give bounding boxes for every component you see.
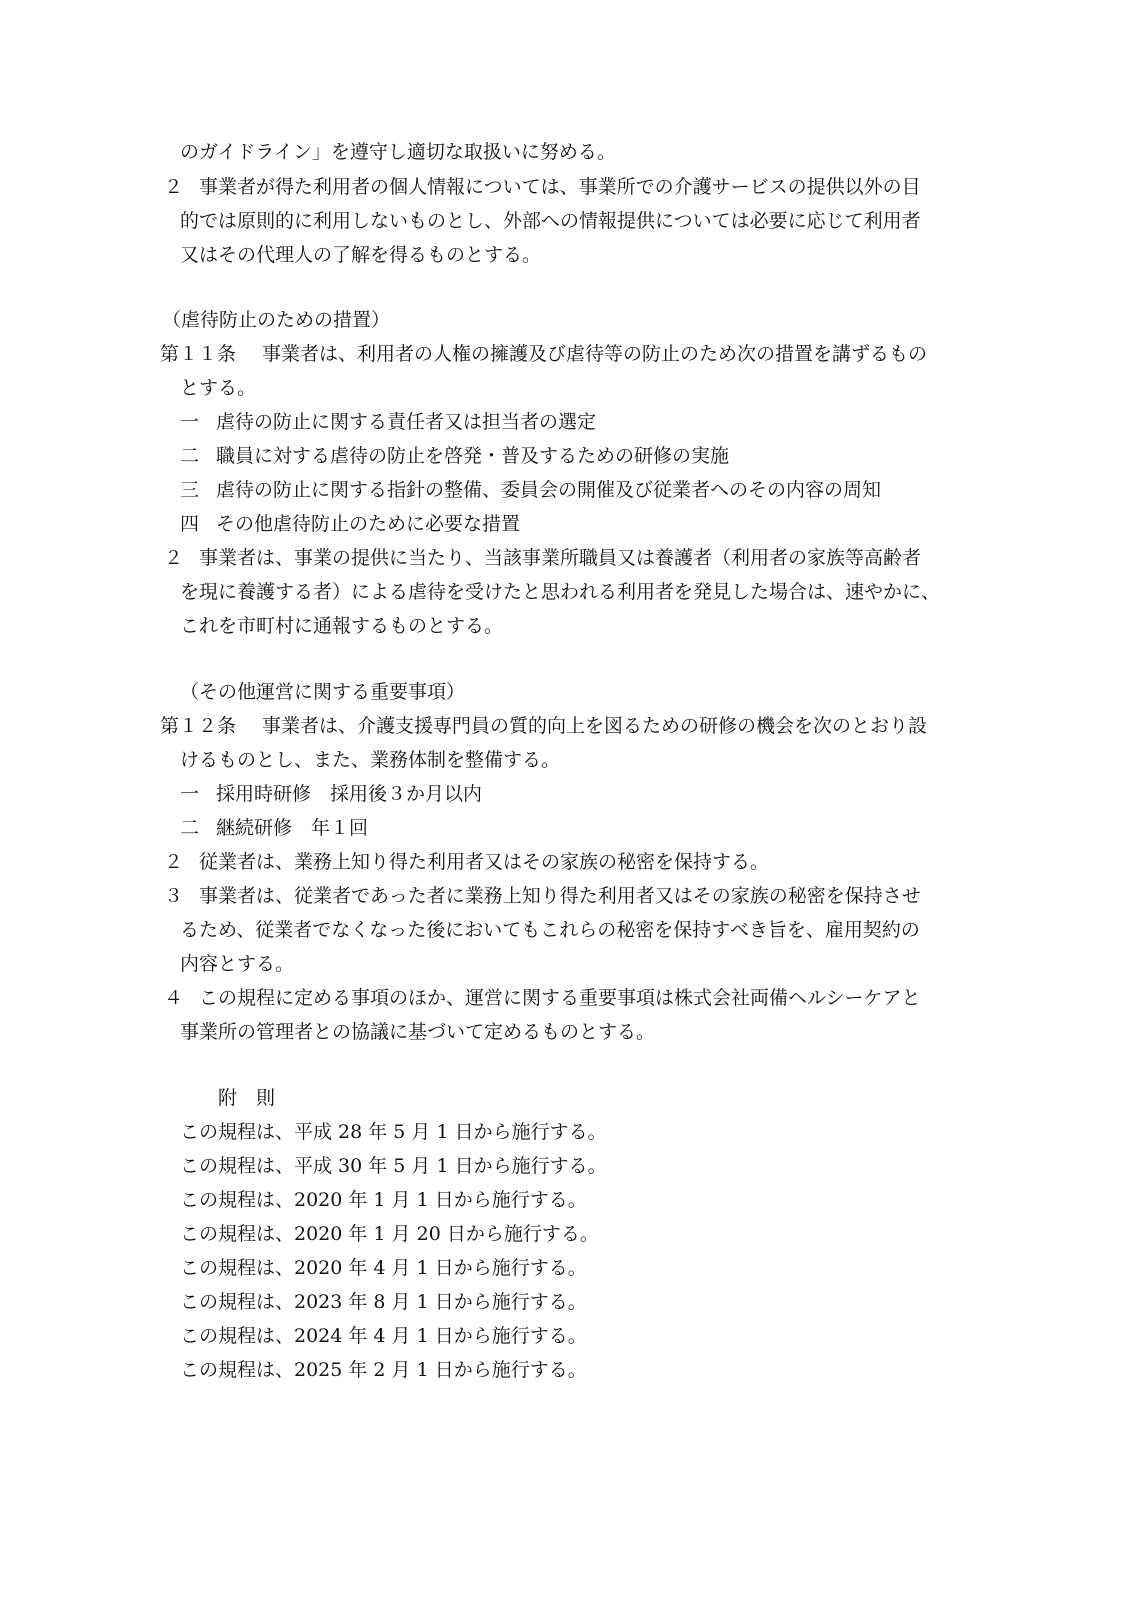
supplement-line: この規程は、2023 年 8 月 1 日から施行する。 bbox=[180, 1291, 587, 1313]
supplement-line: この規程は、2020 年 1 月 1 日から施行する。 bbox=[180, 1189, 587, 1211]
art11-item-number: 四 bbox=[180, 513, 200, 535]
supplement-line: この規程は、平成 30 年 5 月 1 日から施行する。 bbox=[180, 1155, 607, 1177]
art11-item-text: 虐待の防止に関する指針の整備、委員会の開催及び従業者へのその内容の周知 bbox=[216, 479, 882, 501]
art12-item-text: 採用時研修 採用後３か月以内 bbox=[216, 783, 483, 805]
art12-paragraph3-line: るため、従業者でなくなった後においてもこれらの秘密を保持すべき旨を、雇用契約の bbox=[180, 919, 920, 941]
art10-paragraph2-line: 的では原則的に利用しないものとし、外部への情報提供については必要に応じて利用者 bbox=[180, 210, 921, 232]
supplement-line: この規程は、2020 年 1 月 20 日から施行する。 bbox=[180, 1223, 599, 1245]
art11-item-number: 三 bbox=[180, 479, 200, 501]
art11-paragraph2-line: 事業者は、事業の提供に当たり、当該事業所職員又は養護者（利用者の家族等高齢者 bbox=[199, 547, 922, 569]
art12-paragraph2-number: ２ bbox=[164, 851, 184, 873]
art11-body-line: とする。 bbox=[180, 377, 257, 399]
supplement-line: この規程は、平成 28 年 5 月 1 日から施行する。 bbox=[180, 1121, 607, 1143]
art11-item-text: その他虐待防止のために必要な措置 bbox=[216, 513, 521, 535]
art12-paragraph3-line: 内容とする。 bbox=[180, 953, 295, 975]
supplement-title: 附 則 bbox=[218, 1087, 276, 1109]
art10-paragraph2-line: 又はその代理人の了解を得るものとする。 bbox=[180, 244, 542, 266]
art11-paragraph2-line: これを市町村に通報するものとする。 bbox=[180, 615, 504, 637]
art11-item-text: 虐待の防止に関する責任者又は担当者の選定 bbox=[216, 411, 597, 433]
art10-paragraph2-line: 事業者が得た利用者の個人情報については、事業所での介護サービスの提供以外の目 bbox=[199, 176, 921, 198]
art12-paragraph4-line: 事業所の管理者との協議に基づいて定めるものとする。 bbox=[180, 1021, 656, 1043]
art12-paragraph3-line: 事業者は、従業者であった者に業務上知り得た利用者又はその家族の秘密を保持させ bbox=[199, 885, 921, 907]
supplement-line: この規程は、2024 年 4 月 1 日から施行する。 bbox=[180, 1325, 587, 1347]
art11-item-number: 一 bbox=[180, 411, 200, 433]
supplement-line: この規程は、2020 年 4 月 1 日から施行する。 bbox=[180, 1257, 587, 1279]
art12-item-number: 二 bbox=[180, 817, 200, 839]
art11-item-text: 職員に対する虐待の防止を啓発・普及するための研修の実施 bbox=[216, 445, 730, 467]
art10-paragraph2-number: ２ bbox=[164, 176, 184, 198]
art11-paragraph2-line: を現に養護する者）による虐待を受けたと思われる利用者を発見した場合は、速やかに、 bbox=[180, 581, 941, 603]
art11-heading: 第１１条 bbox=[160, 343, 237, 365]
art12-item-text: 継続研修 年１回 bbox=[216, 817, 369, 839]
art11-caption: （虐待防止のための措置） bbox=[162, 309, 391, 331]
art12-paragraph4-line: この規程に定める事項のほか、運営に関する重要事項は株式会社両備ヘルシーケアと bbox=[199, 987, 921, 1009]
art11-item-number: 二 bbox=[180, 445, 200, 467]
art12-body-line: けるものとし、また、業務体制を整備する。 bbox=[180, 749, 561, 771]
art12-body-line: 事業者は、介護支援専門員の質的向上を図るための研修の機会を次のとおり設 bbox=[262, 715, 928, 737]
art12-paragraph3-number: ３ bbox=[164, 885, 184, 907]
art10-paragraph1-tail: のガイドライン」を遵守し適切な取扱いに努める。 bbox=[180, 141, 616, 163]
art12-heading: 第１２条 bbox=[160, 715, 237, 737]
art12-item-number: 一 bbox=[180, 783, 200, 805]
art12-caption: （その他運営に関する重要事項） bbox=[180, 681, 466, 703]
supplement-line: この規程は、2025 年 2 月 1 日から施行する。 bbox=[180, 1359, 587, 1381]
art12-paragraph4-number: ４ bbox=[164, 987, 184, 1009]
art11-body-line: 事業者は、利用者の人権の擁護及び虐待等の防止のため次の措置を講ずるもの bbox=[262, 343, 928, 365]
art12-paragraph2-line: 従業者は、業務上知り得た利用者又はその家族の秘密を保持する。 bbox=[199, 851, 770, 873]
art11-paragraph2-number: ２ bbox=[164, 547, 184, 569]
